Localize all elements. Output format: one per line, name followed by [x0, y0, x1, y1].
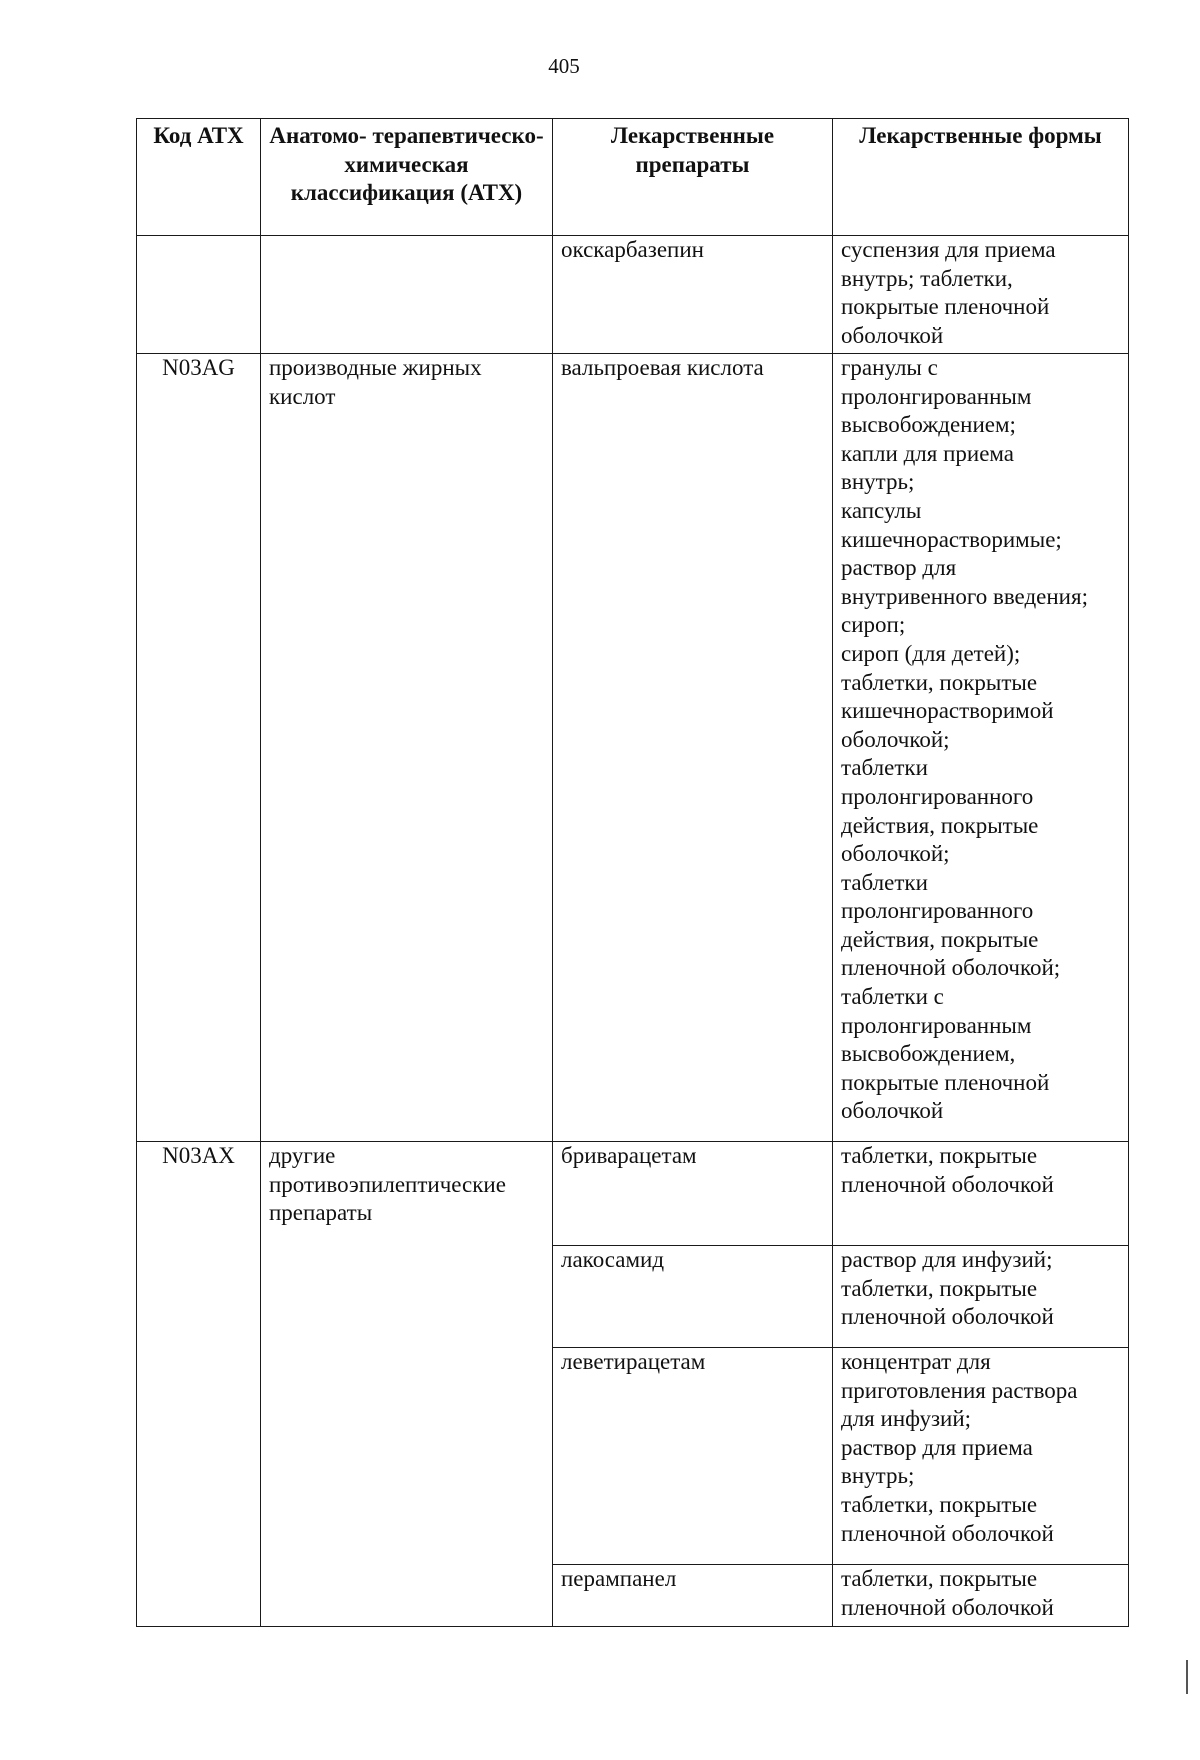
header-forms — [833, 119, 1129, 236]
form-line: для инфузий; — [841, 1406, 972, 1432]
form-line: действия, покрытые — [841, 812, 1039, 838]
form-line: раствор для инфузий; — [841, 1247, 1053, 1272]
form-line: суспензия для приема — [841, 237, 1056, 262]
classification-line: кислот — [269, 383, 336, 409]
form-line: таблетки с — [841, 984, 944, 1010]
form-line: таблетки, покрытые — [841, 1275, 1038, 1301]
form-line: оболочкой — [841, 322, 944, 348]
form-line: раствор для — [841, 555, 957, 581]
form-line: сироп (для детей); — [841, 640, 1021, 666]
form-line: капли для приема — [841, 440, 1015, 466]
form-line: оболочкой; — [841, 726, 950, 752]
forms-cell — [833, 1246, 1129, 1348]
form-line: капсулы — [841, 497, 922, 523]
form-line: раствор для приема — [841, 1434, 1033, 1460]
classification-cell — [261, 1142, 553, 1627]
form-line: кишечнорастворимой — [841, 698, 1054, 724]
drug-name: лакосамид — [561, 1247, 665, 1272]
form-line: пролонгированного — [841, 783, 1034, 809]
drug-cell — [553, 354, 833, 1142]
classification-cell — [261, 354, 553, 1142]
form-line: покрытые пленочной — [841, 1069, 1050, 1095]
drug-cell — [553, 1348, 833, 1565]
forms-cell — [833, 236, 1129, 354]
form-line: пролонгированным — [841, 383, 1032, 409]
form-line: внутрь; — [841, 469, 915, 495]
header-drugs — [553, 119, 833, 236]
header-classification-line: химическая — [344, 151, 469, 177]
form-line: кишечнорастворимые; — [841, 526, 1062, 552]
atx-table — [136, 118, 1129, 1627]
scan-edge-mark — [1186, 1660, 1188, 1694]
form-line: оболочкой — [841, 1098, 944, 1124]
form-line: пленочной оболочкой — [841, 1594, 1054, 1620]
form-line: внутрь; таблетки, — [841, 265, 1013, 291]
drug-cell — [553, 1565, 833, 1627]
drug-cell — [553, 1142, 833, 1246]
form-line: сироп; — [841, 612, 906, 638]
form-line: действия, покрытые — [841, 926, 1039, 952]
form-line: концентрат для — [841, 1349, 991, 1374]
form-line: покрытые пленочной — [841, 294, 1050, 320]
form-line: гранулы с — [841, 355, 938, 380]
drug-name: леветирацетам — [561, 1349, 706, 1374]
form-line: пленочной оболочкой; — [841, 955, 1061, 981]
atx-code-cell — [137, 236, 261, 354]
classification-line: другие — [269, 1143, 336, 1168]
header-classification — [261, 119, 553, 236]
form-line: пленочной оболочкой — [841, 1520, 1054, 1546]
table-row — [137, 354, 1129, 1142]
header-classification-line: терапевтическо- — [372, 123, 544, 148]
table-row — [137, 1142, 1129, 1246]
form-line: пролонгированного — [841, 898, 1034, 924]
drug-name: перампанел — [561, 1566, 677, 1591]
forms-cell — [833, 1348, 1129, 1565]
drug-cell — [553, 1246, 833, 1348]
classification-line: противоэпилептические — [269, 1171, 506, 1197]
header-forms-line: Лекарственные формы — [859, 123, 1102, 148]
header-code — [137, 119, 261, 236]
atx-code-cell: N03AG — [137, 354, 261, 1142]
form-line: внутривенного введения; — [841, 583, 1088, 609]
header-code-line: АТХ — [197, 123, 244, 148]
form-line: таблетки, покрытые — [841, 1491, 1038, 1517]
drug-name: вальпроевая кислота — [561, 355, 764, 380]
form-line: внутрь; — [841, 1463, 915, 1489]
forms-cell — [833, 1142, 1129, 1246]
header-classification-line: классификация (АТХ) — [290, 180, 523, 206]
table-row — [137, 236, 1129, 354]
form-line: таблетки, покрытые — [841, 669, 1038, 695]
form-line: пролонгированным — [841, 1012, 1032, 1038]
form-line: приготовления раствора — [841, 1377, 1078, 1403]
classification-cell — [261, 236, 553, 354]
atx-code-cell: N03AX — [137, 1142, 261, 1627]
header-drugs-line: препараты — [635, 151, 750, 177]
classification-line: препараты — [269, 1200, 373, 1226]
classification-line: производные жирных — [269, 355, 482, 380]
form-line: таблетки, покрытые — [841, 1143, 1038, 1168]
forms-cell — [833, 1565, 1129, 1627]
form-line: пленочной оболочкой — [841, 1171, 1054, 1197]
form-line: высвобождением; — [841, 412, 1016, 438]
form-line: высвобождением, — [841, 1041, 1016, 1067]
form-line: пленочной оболочкой — [841, 1304, 1054, 1330]
drug-name: бриварацетам — [561, 1143, 697, 1168]
drug-name: окскарбазепин — [561, 237, 704, 262]
header-row — [137, 119, 1129, 236]
page-number: 405 — [548, 54, 580, 78]
form-line: оболочкой; — [841, 841, 950, 867]
drug-cell — [553, 236, 833, 354]
header-drugs-line: Лекарственные — [610, 123, 775, 148]
form-line: таблетки — [841, 755, 928, 781]
form-line: таблетки, покрытые — [841, 1566, 1038, 1591]
header-code-line: Код — [153, 123, 192, 148]
forms-cell — [833, 354, 1129, 1142]
header-classification-line: Анатомо- — [269, 123, 367, 148]
form-line: таблетки — [841, 869, 928, 895]
